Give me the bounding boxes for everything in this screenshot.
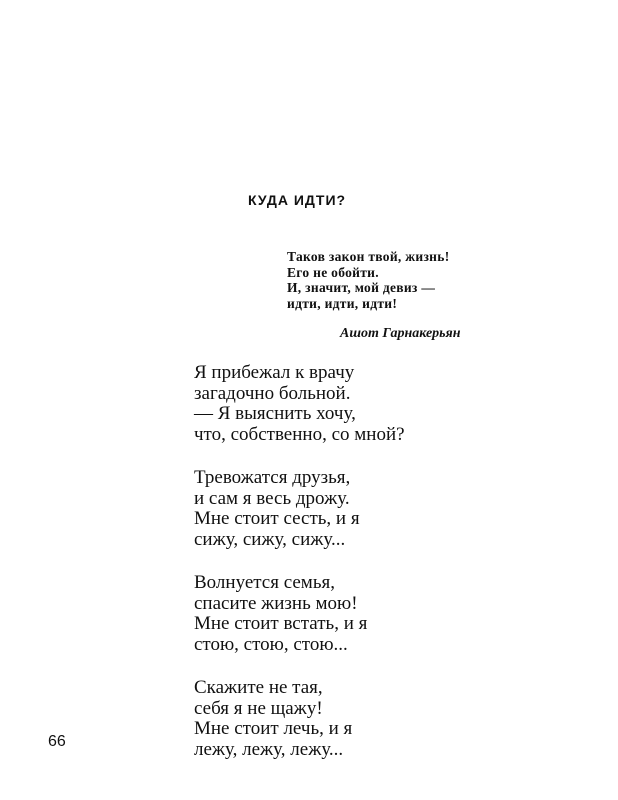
stanza [194,678,405,760]
poem-line: сижу, сижу, сижу... [194,528,346,550]
stanza [194,468,405,550]
poem-line: себя я не щажу! [194,697,323,719]
poem-line: стою, стою, стою... [194,633,348,655]
epigraph [287,249,450,311]
poem-body [194,363,405,783]
poem-line: Волнуется семья, [194,572,335,593]
epigraph-line: идти, идти, идти! [287,295,398,311]
epigraph-line: Его не обойти. [287,264,379,280]
poem-line: загадочно больной. [194,382,351,404]
poem-line: Я прибежал к врачу [194,362,355,383]
poem-line: что, собственно, со мной? [194,423,405,445]
poem-line: Мне стоит встать, и я [194,613,368,634]
poem-line: Тревожатся друзья, [194,467,351,488]
poem-line: Скажите не тая, [194,677,323,698]
epigraph-author: Ашот Гарнакерьян [340,326,461,341]
page-number: 66 [48,733,66,750]
stanza [194,363,405,445]
poem-line: — Я выяснить хочу, [194,403,356,424]
poem-line: спасите жизнь мою! [194,592,358,614]
poem-line: Мне стоит лечь, и я [194,718,353,739]
poem-line: лежу, лежу, лежу... [194,738,344,760]
poem-line: и сам я весь дрожу. [194,487,350,509]
poem-line: Мне стоит сесть, и я [194,508,360,529]
epigraph-line: Таков закон твой, жизнь! [287,249,450,264]
epigraph-line: И, значит, мой девиз — [287,280,436,295]
poem-title: КУДА ИДТИ? [248,192,347,208]
stanza [194,573,405,655]
